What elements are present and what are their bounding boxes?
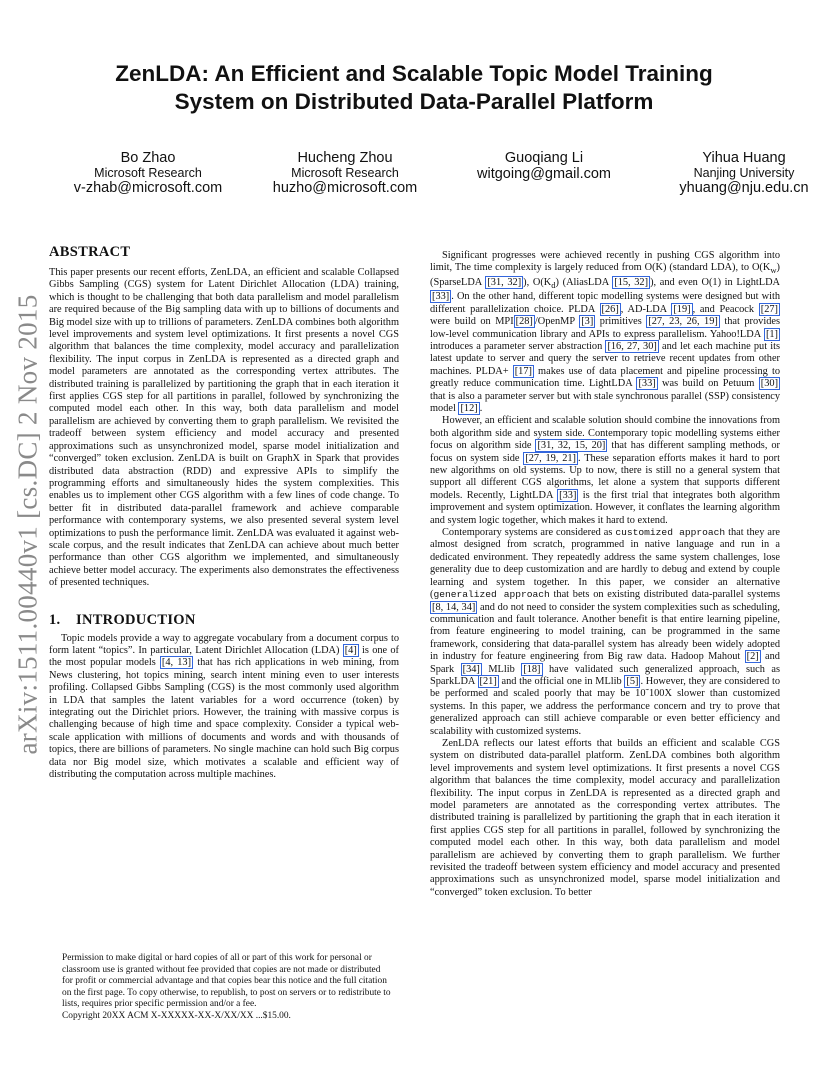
paragraph-zenlda: ZenLDA reflects our latest efforts that builds an efficient and scalable CGS system on distributed data-parallel platform. ZenLDA combines both algorithm level improvements and system level optimizations. It first presents a novel CGS algorithm that balances the time complexity, model accuracy and parallelization flexibility. The input corpus in ZenLDA is represented as a directed graph and model parameters are annotated as the corresponding vertex attributes. The distributed training is parallelized by partitioning the graph that in each iteration it first applies CGS step for all partitions in parallel, followed by synchronizing the computed model each other. In this way, both data parallelism and model parallelism are achieved by converting them to graph parallelism. We further revisited the tradeoff between system efficiency and model accuracy and presented approximations such as unsynchronized model, sparse model initialization and “converged” token exclusion. To better <box>430 737 780 898</box>
abstract-heading: ABSTRACT <box>49 244 131 260</box>
subscript-w: w <box>770 265 777 276</box>
text-run: that bets on existing distributed data-parallel systems <box>549 589 780 601</box>
author-email: huzho@microsoft.com <box>272 180 418 196</box>
arxiv-stamp <box>4 283 52 765</box>
citation-link[interactable]: [28] <box>515 316 533 328</box>
author-block <box>0 150 828 200</box>
text-run: , and Peacock <box>692 303 759 315</box>
citation-link[interactable]: [4, 13] <box>161 657 192 669</box>
title-line-1: ZenLDA: An Efficient and Scalable Topic Model Training <box>115 61 713 86</box>
author-1 <box>62 150 234 196</box>
text-run: Contemporary systems are considered as <box>442 527 616 539</box>
title-line-2: System on Distributed Data-Parallel Platform <box>174 89 654 114</box>
citation-link[interactable]: [34] <box>462 663 480 675</box>
text-run: makes use of data placement and pipeline processing to greatly reduce communication time. LightLDA <box>430 365 781 390</box>
abstract-text: This paper presents our recent efforts, ZenLDA, an efficient and scalable Collapsed Gibbs Sampling (CGS) system for Latent Dirichlet Allocation (LDA) training, which is thought to be challenging that both data parallelism and model parallelism are required because of the Big sampling data with up to billions of documents and Big model size with up to trillions of parameters. ZenLDA combines both algorithm level improvements and system level optimizations. It first presents a novel CGS algorithm that balances the time complexity, model accuracy and parallelization flexibility. The input corpus in ZenLDA is represented as a directed graph and model parameters are annotated as the corresponding vertex attributes. The distributed training is parallelized by partitioning the graph that in each iteration it first applies CGS step for all partitions in parallel, followed by synchronizing the computed model each other. In this way, both data parallelism and model parallelism are achieved by converting them to graph parallelism. We revisited the tradeoff between system efficiency and model accuracy and presented approximations such as unsynchronized model, sparse model initialization and “converged” token exclusion. ZenLDA is built on GraphX in Spark that provides distributed data abstraction (RDD) and expressive APIs to simplify the programming efforts and simultaneously hides the system complexities. This enables us to implement other CGS algorithm with a few lines of code change. To better fit in distributed data-parallel framework and achieve comparable performance with contemporary systems, we also presented several system level optimizations to push the performance limit. ZenLDA was evaluated it against web-scale corpus, and the result indicates that ZenLDA can achieve about much better performance than other CGS algorithm we implemented, and simultaneously achieve better model accuracy. The experiments also demonstrates the effectiveness of presented techniques. <box>49 267 399 589</box>
citation-link[interactable]: [17] <box>514 365 532 377</box>
code-term: customized approach <box>615 527 726 539</box>
author-name: Yihua Huang <box>702 150 786 166</box>
citation-link[interactable]: [27, 23, 26, 19] <box>648 316 718 328</box>
section-title: INTRODUCTION <box>76 611 196 628</box>
section-number: 1. <box>49 611 61 628</box>
citation-link[interactable]: [33] <box>638 378 656 390</box>
text-run: Topic models provide a way to aggregate vocabulary from a document corpus to form latent “topics”. In particular, Latent Dirichlet Allocation (LDA) <box>49 632 399 656</box>
citation-link[interactable]: [27, 19, 21] <box>525 452 576 464</box>
paper-title <box>60 60 768 116</box>
author-email: v-zhab@microsoft.com <box>73 180 223 196</box>
left-column <box>49 244 399 781</box>
author-name: Bo Zhao <box>120 150 176 166</box>
text-run: have validated such generalized approach, such as SparkLDA <box>430 663 781 687</box>
citation-link[interactable]: [27] <box>760 303 778 315</box>
text-run: that has different sampling methods, or focus on system side <box>430 440 780 464</box>
citation-link[interactable]: [5] <box>626 675 639 687</box>
text-run: is the first trial that integrates both algorithm improvement and system optimization. However, it conflates the learning algorithm and system logic together, which makes it hard to extend. <box>430 489 780 526</box>
citation-link[interactable]: [19] <box>673 303 691 315</box>
text-run: that they are almost designed from scratch, programmed in native language and run in a dedicated environment. They repeatedly address the same system challenges, lose generality due to deep customization and are hardly to debug and extend by couple learning and system together. In this paper, we consider an alternative ( <box>430 527 780 601</box>
citation-link[interactable]: [12] <box>460 403 478 414</box>
text-run: and the official one in MLlib <box>498 675 625 687</box>
author-name: Guoqiang Li <box>504 150 584 166</box>
text-run: is one of the most popular models <box>49 644 400 669</box>
author-email: witgoing@gmail.com <box>477 166 611 182</box>
paragraph-progress <box>430 250 780 415</box>
citation-link[interactable]: [21] <box>479 675 497 687</box>
citation-link[interactable]: [30] <box>760 378 779 390</box>
text-run: ) (AliasLDA <box>555 276 613 288</box>
permission-notice <box>62 953 392 1023</box>
author-2 <box>256 150 434 196</box>
citation-link[interactable]: [8, 14, 34] <box>432 601 476 613</box>
text-run: primitives <box>595 316 647 328</box>
author-affiliation: Microsoft Research <box>291 166 399 180</box>
author-affiliation: Nanjing University <box>693 166 795 180</box>
code-term: generalized approach <box>433 589 550 601</box>
text-run: and Spark <box>430 651 780 675</box>
text-run: Significant progresses were achieved recently in pushing CGS algorithm into limit, The time complexity is largely reduced from O(K) (standard LDA), to O(K <box>430 250 780 274</box>
text-run: . However, they are considered to be performed and scaled poorly that may be 10˜100X slower than customized systems. In this paper, we address the performance concern and try to prove that generalized approach can still achieve comparable or even better efficiency and scalability with customized systems. <box>430 675 780 737</box>
text-run: was build on Petuum <box>657 378 759 390</box>
text-run: and do not need to consider the system complexities such as scheduling, communication and fault tolerance. Another benefit is that entire learning pipeline, from feature engineering to model training, can be programmed in the same framework, considering that data-parallel system has already been widely adopted in industry for feature engineering from Big raw data. Hadoop Mahout <box>430 601 781 663</box>
citation-link[interactable]: [33] <box>432 291 450 303</box>
citation-link[interactable]: [31, 32, 15, 20] <box>537 440 606 452</box>
text-run: and let each machine put its latest update to server and query the server to retrieve recent updates from other machines. PLDA+ <box>430 340 781 377</box>
copyright-line: Copyright 20XX ACM X-XXXXX-XX-X/XX/XX ...$15.00. <box>62 1010 291 1021</box>
text-run: that is also a parameter server but with stale synchronous parallel (SSP) consistency model <box>430 390 780 414</box>
text-run: introduces a parameter server abstraction <box>430 340 606 352</box>
subscript-d: d <box>551 279 556 290</box>
permission-text: Permission to make digital or hard copies of all or part of this work for personal or classroom use is granted without fee provided that copies are not made or distributed for profit or commercial advantage and that copies bear this notice and the full citation on the first page. To copy otherwise, to republish, to post on servers or to redistribute to lists, requires prior specific permission and/or a fee. <box>62 953 391 1010</box>
citation-link[interactable]: [16, 27, 30] <box>607 340 657 352</box>
right-column <box>430 250 780 899</box>
paragraph-combine <box>430 415 780 527</box>
text-run: that has rich applications in web mining, from News clustering, hot topics mining, search intent mining even to user interests profiling. Collapsed Gibbs Sampling (CGS) is the most commonly used algorithm in LDA that samples the latent variables for a word occurrence (token) by integrating out the Dirichlet priors. However, the training with massive corpus is challenging because of high time and space complexity. Consider a typical web-scale application with millions of documents and words and with thousands of topics, there are billions of parameters. No single machine can hold such Big corpus data nor Big model size, which motivates a scalable and efficient way of distributing the computation across multiple machines. <box>49 657 399 781</box>
citation-link[interactable]: [26] <box>601 303 619 315</box>
text-run: /OpenMP <box>534 316 580 328</box>
introduction-paragraph <box>49 633 399 782</box>
text-run: were build on MPI <box>430 316 514 328</box>
author-email: yhuang@nju.edu.cn <box>679 180 809 196</box>
text-run: ), O(K <box>523 276 552 288</box>
text-run: . <box>479 403 483 414</box>
citation-link[interactable]: [33] <box>559 489 577 501</box>
text-run: , AD-LDA <box>620 303 672 315</box>
text-run: MLlib <box>481 663 522 675</box>
citation-link[interactable]: [1] <box>765 328 778 340</box>
arxiv-stamp-text: arXiv:1511.00440v1 [cs.DC] 2 Nov 2015 <box>12 293 43 755</box>
text-run: ) (SparseLDA <box>430 262 780 288</box>
text-run: . On the other hand, different topic modelling systems were designed but with different parallelization choice. PLDA <box>430 291 780 315</box>
author-affiliation: Microsoft Research <box>94 166 202 180</box>
citation-link[interactable]: [2] <box>746 651 759 663</box>
author-3 <box>464 150 624 182</box>
author-4 <box>664 150 824 196</box>
citation-link[interactable]: [4] <box>344 644 357 656</box>
citation-link[interactable]: [3] <box>581 316 594 328</box>
paragraph-contemporary <box>430 527 780 738</box>
text-run: ), and even O(1) in LightLDA <box>650 276 781 288</box>
citation-link[interactable]: [18] <box>523 663 541 675</box>
text-run: that provides low-level communication library and APIs to express parallelism. Yahoo!LDA <box>430 316 781 340</box>
citation-link[interactable]: [31, 32] <box>487 276 522 288</box>
introduction-heading <box>49 612 399 629</box>
citation-link[interactable]: [15, 32] <box>614 276 649 288</box>
author-name: Hucheng Zhou <box>297 150 393 166</box>
text-run: However, an efficient and scalable solution should combine the innovations from both algorithm side and system side. Contemporary topic modelling systems either focus on algorithm side <box>430 415 780 452</box>
text-run: . These separation efforts makes it hard to port new algorithms on old systems. Up to now, there is still no a general system that support all different CGS algorithms, let alone a system that supports different models. Recently, LightLDA <box>430 452 781 501</box>
